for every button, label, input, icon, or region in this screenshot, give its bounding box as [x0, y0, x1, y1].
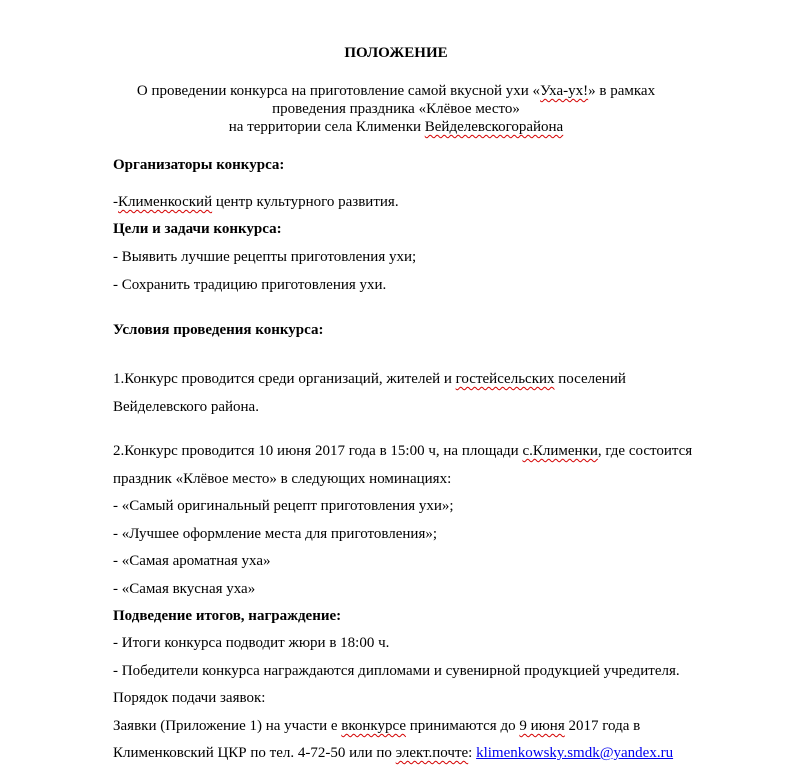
conditions-paragraph-1-line-1: 1.Конкурс проводится среди организаций, жителей и гостейсельских поселений: [113, 371, 626, 387]
goal-item-1: - Выявить лучшие рецепты приготовления ухи;: [113, 249, 417, 265]
organizers-heading: Организаторы конкурса:: [113, 157, 285, 173]
nomination-item-3: - «Самая ароматная уха»: [113, 553, 271, 569]
subtitle-line-2: проведения праздника «Клёвое место»: [272, 101, 520, 117]
conditions-paragraph-2-line-2: праздник «Клёвое место» в следующих номинациях:: [113, 471, 452, 487]
email-link[interactable]: klimenkowsky.smdk@yandex.ru: [476, 745, 674, 761]
nomination-item-2: - «Лучшее оформление места для приготовления»;: [113, 526, 438, 542]
conditions-paragraph-2-line-1: 2.Конкурс проводится 10 июня 2017 года в 15:00 ч, на площади с.Клименки, где состоится: [113, 443, 693, 459]
applications-line-2: Клименковский ЦКР по тел. 4-72-50 или по элект.почте: klimenkowsky.smdk@yandex.ru: [113, 745, 674, 761]
subtitle-line-1: О проведении конкурса на приготовление самой вкусной ухи «Уха-ух!» в рамках: [136, 83, 656, 99]
organizers-item: -Клименкоский центр культурного развития.: [113, 194, 399, 210]
nomination-item-4: - «Самая вкусная уха»: [113, 581, 256, 597]
goals-heading: Цели и задачи конкурса:: [113, 221, 282, 237]
goal-item-2: - Сохранить традицию приготовления ухи.: [113, 277, 387, 293]
results-item-1: - Итоги конкурса подводит жюри в 18:00 ч.: [113, 635, 390, 651]
nomination-item-1: - «Самый оригинальный рецепт приготовления ухи»;: [113, 498, 454, 514]
results-item-2: - Победители конкурса награждаются дипломами и сувенирной продукцией учредителя.: [113, 663, 680, 679]
document-title: ПОЛОЖЕНИЕ: [344, 45, 448, 61]
results-heading: Подведение итогов, награждение:: [113, 608, 342, 624]
subtitle-line-3: на территории села Клименки Вейделевскогорайона: [228, 119, 564, 135]
applications-heading: Порядок подачи заявок:: [113, 690, 266, 706]
conditions-heading: Условия проведения конкурса:: [113, 322, 324, 338]
conditions-paragraph-1-line-2: Вейделевского района.: [113, 399, 259, 415]
applications-line-1: Заявки (Приложение 1) на участи е вконкурсе принимаются до 9 июня 2017 года в: [113, 718, 641, 734]
